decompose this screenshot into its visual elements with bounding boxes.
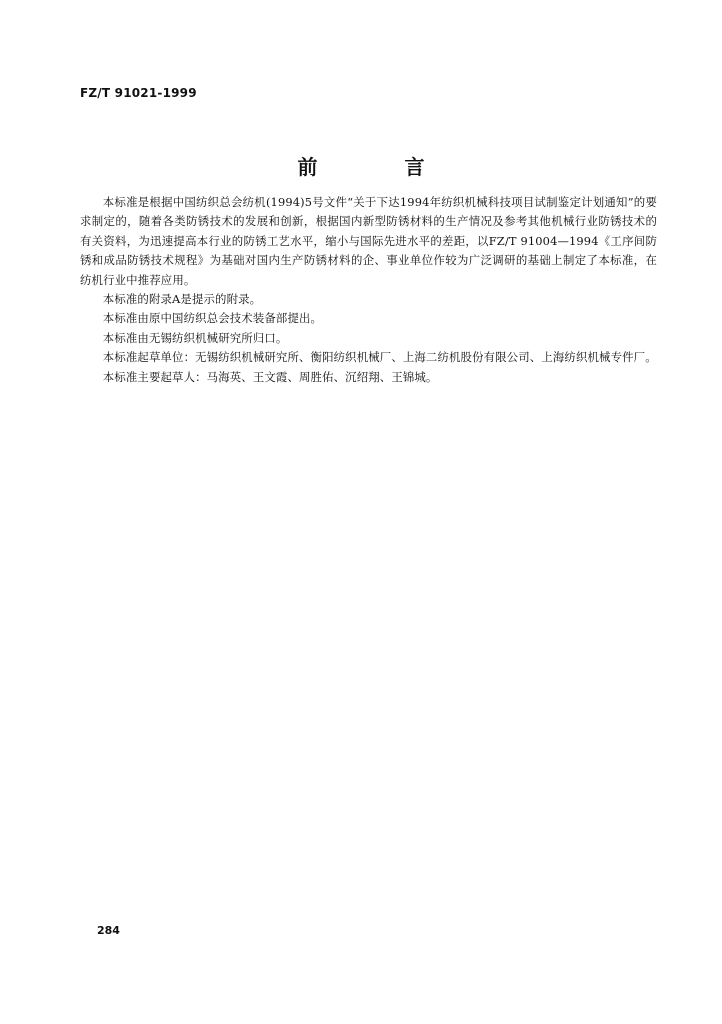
section-title-foreword: 前 言 bbox=[297, 155, 465, 179]
paragraph-proposer: 本标准由原中国纺织总会技术装备部提出。 bbox=[102, 311, 323, 326]
paragraph-drafting-units: 本标准起草单位：无锡纺织机械研究所、衡阳纺织机械厂、上海二纺机股份有限公司、上海纺织机械专件厂。 bbox=[102, 350, 657, 365]
foreword-body bbox=[80, 193, 657, 387]
paragraph-appendix: 本标准的附录A是提示的附录。 bbox=[102, 292, 262, 307]
paragraph-purpose: 本标准是根据中国纺织总会纺机(1994)5号文件“关于下达1994年纺织机械科技项目试制鉴定计划通知”的要求制定的，随着各类防锈技术的发展和创新，根据国内新型防锈材料的生产情况及参考其他机械行业防锈技术的有关资料，为迅速提高本行业的防锈工艺水平，缩小与国际先进水平的差距，以FZ/T 91004—1994《工序间防锈和成品防锈技术规程》为基础对国内生产防锈材料的企、事业单位作较为广泛调研的基础上制定了本标准，在纺机行业中推荐应用。 bbox=[80, 195, 657, 287]
page-number: 284 bbox=[97, 924, 120, 937]
paragraph-drafters: 本标准主要起草人：马海英、王文霞、周胜佑、沉绍翔、王锦城。 bbox=[102, 369, 438, 384]
standard-code: FZ/T 91021-1999 bbox=[80, 86, 197, 100]
paragraph-administrator: 本标准由无锡纺织机械研究所归口。 bbox=[102, 330, 288, 345]
